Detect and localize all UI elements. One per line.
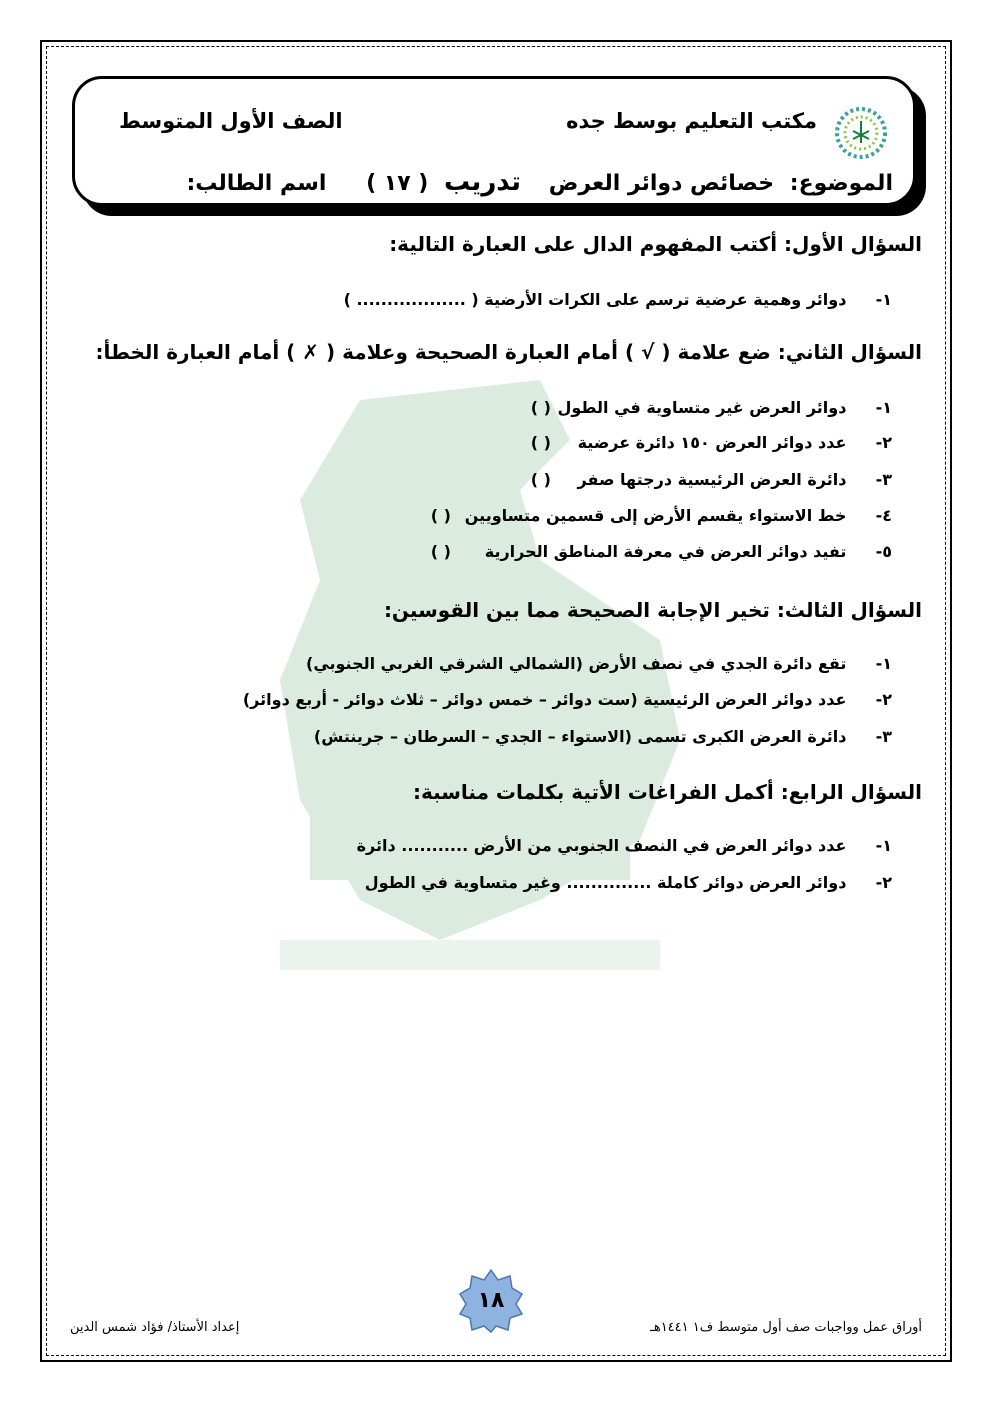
q2-item [501,398,892,417]
item-number: ٣- [875,727,892,746]
office-name: مكتب التعليم بوسط جده [566,109,817,133]
item-number: ٢- [875,690,892,709]
item-text: عدد دوائر العرض الرئيسية (ست دوائر – خمس دوائر – ثلاث دوائر - أربع دوائر) [242,690,847,709]
answer-box[interactable]: ( ) [530,398,551,417]
answer-box[interactable]: ( ) [430,542,451,561]
item-number: ١- [875,398,892,417]
q4-title: السؤال الرابع: أكمل الفراغات الأتية بكلمات مناسبة: [412,780,922,804]
item-text: تقع دائرة الجدي في نصف الأرض (الشمالي الشرقي الغربي الجنوبي) [306,654,847,673]
q2-item [501,470,892,489]
training-number: ( ١٧ ) [366,171,429,196]
item-number: ١- [875,290,892,309]
q4-item [365,873,892,892]
item-number: ٥- [875,542,892,561]
q1-title: السؤال الأول: أكتب المفهوم الدال على العبارة التالية: [389,232,922,256]
item-number: ٤- [875,506,892,525]
item-text: عدد دوائر العرض ١٥٠ دائرة عرضية [577,433,847,452]
worksheet-content [60,0,922,1403]
footer-series: أوراق عمل وواجبات صف أول متوسط ف١ ١٤٤١هـ [650,1320,922,1335]
grade-label: الصف الأول المتوسط [119,109,343,133]
topic-label: الموضوع: [789,171,893,196]
q2-item [401,542,892,561]
topic-title: خصائص دوائر العرض [548,171,775,196]
answer-box[interactable]: ( ) [430,506,451,525]
q1-item [344,290,892,309]
training-label: تدريب [444,167,522,197]
page-number: ١٨ [477,1288,505,1313]
item-number: ٢- [875,873,892,892]
q3-item [306,654,892,673]
item-text: تفيد دوائر العرض في معرفة المناطق الحرارية [484,542,847,561]
item-text: دائرة العرض الرئيسية درجتها صفر [577,470,847,489]
item-number: ١- [875,836,892,855]
item-text: دوائر وهمية عرضية ترسم على الكرات الأرضية ( .................. ) [343,290,847,309]
footer-author: إعداد الأستاذ/ فؤاد شمس الدين [70,1320,240,1335]
item-text: عدد دوائر العرض في النصف الجنوبي من الأرض ........... دائرة [356,836,847,855]
q3-item [243,690,892,709]
q4-item [357,836,892,855]
item-text: دائرة العرض الكبرى تسمى (الاستواء – الجدي – السرطان – جرينتش) [313,727,847,746]
item-text: دوائر العرض دوائر كاملة .............. وغير متساوية في الطول [364,873,847,892]
item-number: ١- [875,654,892,673]
q3-item [314,727,892,746]
item-number: ٢- [875,433,892,452]
q2-title: السؤال الثاني: ضع علامة ( √ ) أمام العبارة الصحيحة وعلامة ( ✗ ) أمام العبارة الخطأ: [95,340,922,364]
student-name-label: اسم الطالب: [186,171,327,196]
item-text: خط الاستواء يقسم الأرض إلى قسمين متساويين [464,506,847,525]
q2-item [501,433,892,452]
item-number: ٣- [875,470,892,489]
q3-title: السؤال الثالث: تخير الإجابة الصحيحة مما بين القوسين: [383,598,922,622]
answer-box[interactable]: ( ) [530,433,551,452]
item-text: دوائر العرض غير متساوية في الطول [557,398,847,417]
q2-item [401,506,892,525]
answer-box[interactable]: ( ) [530,470,551,489]
